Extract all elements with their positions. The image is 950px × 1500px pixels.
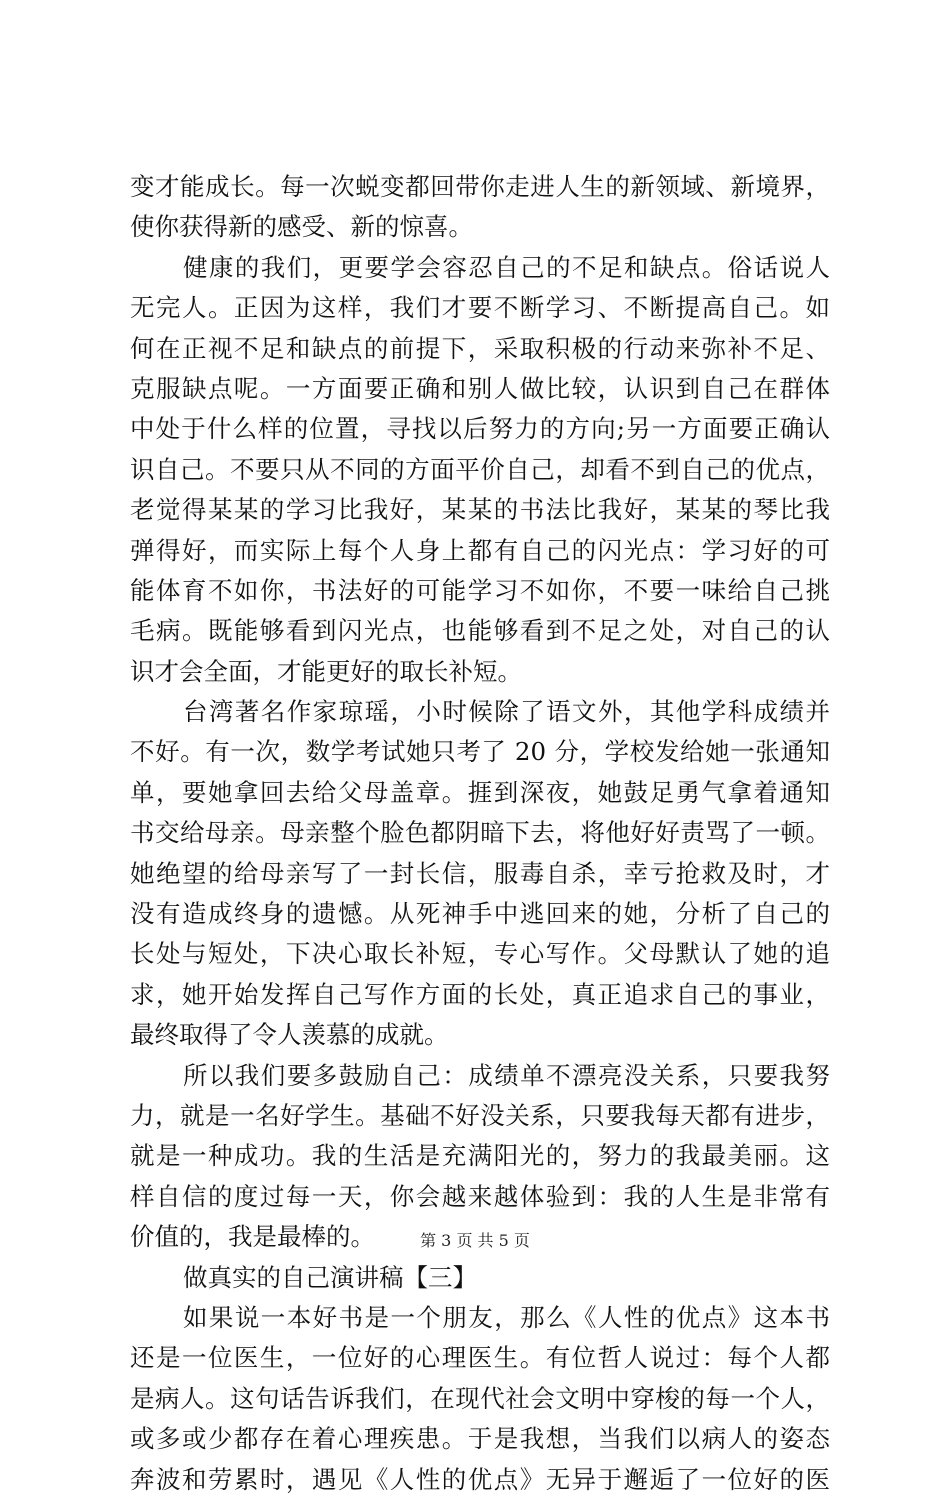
- page-footer: 第 3 页 共 5 页: [420, 1231, 530, 1250]
- text-line: 何在正视不足和缺点的前提下，采取积极的行动来弥补不足、: [130, 333, 830, 363]
- text-line: 使你获得新的感受、新的惊喜。: [130, 212, 473, 242]
- text-line: 中处于什么样的位置，寻找以后努力的方向;另一方面要正确认: [130, 414, 830, 444]
- text-line: 毛病。既能够看到闪光点，也能够看到不足之处，对自己的认: [130, 616, 830, 646]
- text-line: 弹得好，而实际上每个人身上都有自己的闪光点：学习好的可: [130, 535, 830, 565]
- text-line: 做真实的自己演讲稿【三】: [183, 1262, 477, 1292]
- text-line: 她绝望的给母亲写了一封长信，服毒自杀，幸亏抢救及时，才: [130, 858, 830, 888]
- document-body: [130, 167, 830, 1500]
- text-line: 不好。有一次，数学考试她只考了 20 分，学校发给她一张通知: [130, 737, 830, 767]
- text-line: 克服缺点呢。一方面要正确和别人做比较，认识到自己在群体: [130, 373, 830, 403]
- text-line: 就是一种成功。我的生活是充满阳光的，努力的我最美丽。这: [130, 1141, 830, 1171]
- text-line: 识才会全面，才能更好的取长补短。: [130, 656, 522, 686]
- text-line: 样自信的度过每一天，你会越来越体验到：我的人生是非常有: [130, 1181, 830, 1211]
- text-line: 识自己。不要只从不同的方面平价自己，却看不到自己的优点，: [130, 454, 830, 484]
- text-line: 是病人。这句话告诉我们，在现代社会文明中穿梭的每一个人，: [130, 1383, 830, 1413]
- text-line: 价值的，我是最棒的。: [130, 1222, 375, 1252]
- text-line: 书交给母亲。母亲整个脸色都阴暗下去，将他好好责骂了一顿。: [130, 818, 830, 848]
- text-line: 台湾著名作家琼瑶，小时候除了语文外，其他学科成绩并: [183, 697, 830, 727]
- text-line: 最终取得了令人羡慕的成就。: [130, 1020, 449, 1050]
- text-line: 变才能成长。每一次蜕变都回带你走进人生的新领域、新境界，: [130, 172, 830, 201]
- text-line: 求，她开始发挥自己写作方面的长处，真正追求自己的事业，: [130, 979, 830, 1009]
- text-line: 长处与短处，下决心取长补短，专心写作。父母默认了她的追: [130, 939, 830, 969]
- text-line: 或多或少都存在着心理疾患。于是我想，当我们以病人的姿态: [130, 1424, 830, 1454]
- text-line: 奔波和劳累时，遇见《人性的优点》无异于邂逅了一位好的医: [130, 1464, 830, 1494]
- text-line: 如果说一本好书是一个朋友，那么《人性的优点》这本书: [183, 1302, 830, 1332]
- text-line: 还是一位医生，一位好的心理医生。有位哲人说过：每个人都: [130, 1343, 830, 1373]
- text-line: 健康的我们，更要学会容忍自己的不足和缺点。俗话说人: [183, 252, 830, 282]
- text-line: 无完人。正因为这样，我们才要不断学习、不断提高自己。如: [130, 293, 830, 323]
- text-line: 力，就是一名好学生。基础不好没关系，只要我每天都有进步，: [130, 1100, 830, 1130]
- text-line: 单，要她拿回去给父母盖章。捱到深夜，她鼓足勇气拿着通知: [130, 777, 830, 807]
- text-line: 能体育不如你，书法好的可能学习不如你，不要一味给自己挑: [130, 575, 830, 605]
- text-line: 老觉得某某的学习比我好，某某的书法比我好，某某的琴比我: [130, 495, 830, 525]
- text-line: 所以我们要多鼓励自己：成绩单不漂亮没关系，只要我努: [183, 1060, 830, 1090]
- text-line: 没有造成终身的遗憾。从死神手中逃回来的她，分析了自己的: [130, 899, 830, 929]
